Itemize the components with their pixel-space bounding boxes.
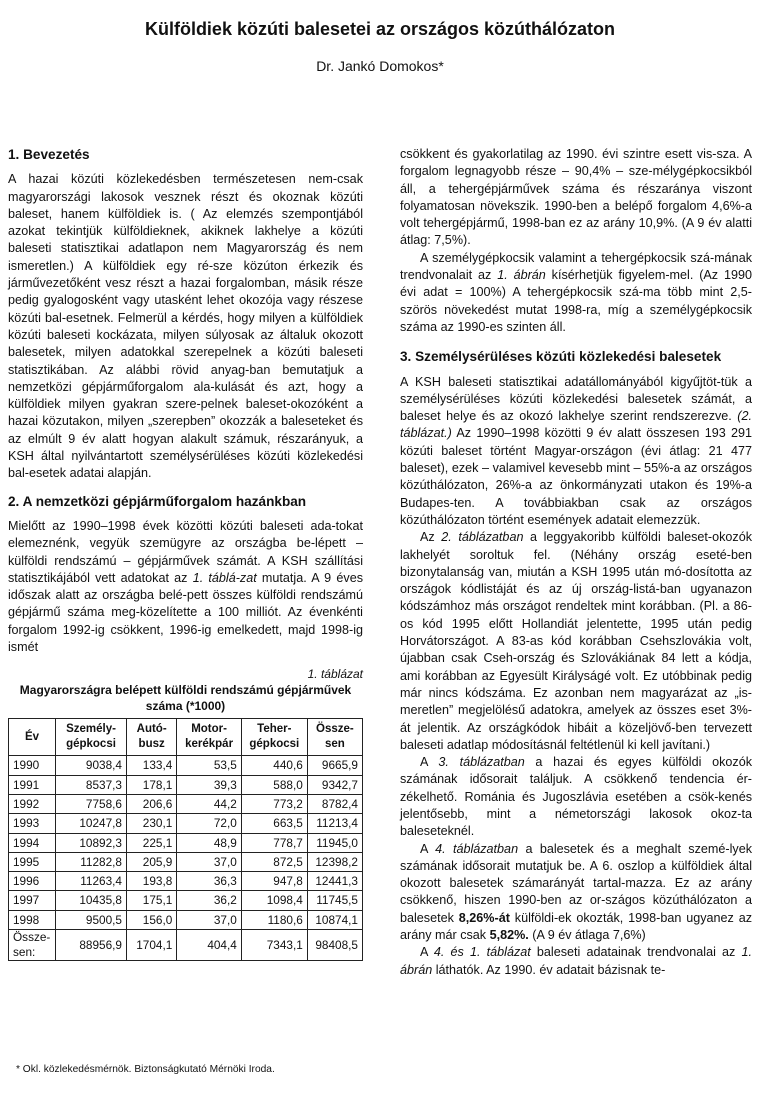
table-value-cell: 48,9 <box>177 833 242 852</box>
table-value-cell: 12398,2 <box>307 852 362 871</box>
table-row <box>9 833 363 852</box>
table-value-cell: 175,1 <box>127 891 177 910</box>
table-value-cell: 773,2 <box>241 794 307 813</box>
table-year-cell: 1993 <box>9 814 56 833</box>
table-header-row <box>9 719 363 756</box>
page-title: Külföldiek közúti balesetei az országos közúthálózaton <box>144 19 616 39</box>
right-column <box>400 146 752 979</box>
paragraph-table4: A 4. táblázatban a balesetek és a meghalt szemé-lyek számának idősorait mutatjuk be. A 6. oszlop a külföldiek által okozott balesetek számarányát tartal-mazza. Ez az arány csökkenő, hiszen 1990-ben az or-szágos közúthálózaton a balesetek 8,26%-át külföldi-ek okozták, 1998-ban ugyanez az arány már csak 5,82%. (A 9 év átlaga 7,6%) <box>400 841 752 943</box>
table-row <box>9 852 363 871</box>
table-year-cell: 1996 <box>9 872 56 891</box>
table-row <box>9 756 363 775</box>
table-value-cell: 193,8 <box>127 872 177 891</box>
table-value-cell: 178,1 <box>127 775 177 794</box>
table-value-cell: 205,9 <box>127 852 177 871</box>
left-column <box>8 146 363 961</box>
table-header-cell: Teher-gépkocsi <box>241 719 307 756</box>
table-year-cell: 1998 <box>9 910 56 929</box>
section-heading-injury-accidents: 3. Személysérüléses közúti közlekedési balesetek <box>400 349 722 365</box>
table-value-cell: 10435,8 <box>56 891 127 910</box>
table-value-cell: 663,5 <box>241 814 307 833</box>
table-value-cell: 9500,5 <box>56 910 127 929</box>
table-value-cell: 37,0 <box>177 852 242 871</box>
table-value-cell: 44,2 <box>177 794 242 813</box>
table-value-cell: 11263,4 <box>56 872 127 891</box>
table-value-cell: 11945,0 <box>307 833 362 852</box>
table-value-cell: 8782,4 <box>307 794 362 813</box>
table-value-cell: 440,6 <box>241 756 307 775</box>
paragraph-ksh-data: A KSH baleseti statisztikai adatállományából kigyűjtöt-tük a személysérüléses közúti közlekedési balesetek számát, a baleset helye és az okozó lakhelye szerint rendszerezve. (2. táblázat.) Az 1990–1998 közötti 9 év alatt összesen 193 291 közúti baleset történt Magyar-országon (évi átlag: 21 477 baleset), ezek – valamivel kevesebb mint – 55%-a az országos közúthálózaton, 26%-a az önkormányzati utakon és 19%-a Budapes-ten. A továbbiakban csak az országos közúthálózaton történt események adatait elemezzük. <box>400 374 752 527</box>
table-value-cell: 230,1 <box>127 814 177 833</box>
table-header-cell: Autó-busz <box>127 719 177 756</box>
table-header-cell: Év <box>9 719 56 756</box>
table-value-cell: 12441,3 <box>307 872 362 891</box>
table-total-label: Össze-sen: <box>9 929 56 960</box>
table-row <box>9 891 363 910</box>
table-value-cell: 872,5 <box>241 852 307 871</box>
table-row <box>9 775 363 794</box>
table-value-cell: 1098,4 <box>241 891 307 910</box>
table-year-cell: 1992 <box>9 794 56 813</box>
table-value-cell: 36,2 <box>177 891 242 910</box>
table-row <box>9 872 363 891</box>
table-value-cell: 9342,7 <box>307 775 362 794</box>
table-number-label: 1. táblázat <box>307 667 363 682</box>
table-value-cell: 133,4 <box>127 756 177 775</box>
table-value-cell: 7758,6 <box>56 794 127 813</box>
table-value-cell: 39,3 <box>177 775 242 794</box>
table-total-cell: 1704,1 <box>127 929 177 960</box>
table-row <box>9 814 363 833</box>
table-total-cell: 7343,1 <box>241 929 307 960</box>
table-value-cell: 206,6 <box>127 794 177 813</box>
paragraph-introduction: A hazai közúti közlekedésben természetesen nem-csak magyarországi lakosok vesznek részt és okoznak közúti baleset, hanem külföldiek is. ( Az elemzés szempontjából azokat tekintjük külföldieknek, akiknek lakhelye a közúti baleseti statisztikai adatlapon nem Magyarország és nem ismeretlen.) A külföldiek egy ré-sze közúton érkezik és járművezetőként vesz részt a hazai forgalomban, másik része pedig gyalogosként vagy utasként lehet okozója vagy részese közúti bal-esetnek. Felmerül a kérdés, hogy milyen a külföldiek közúti baleseti kockázata, milyen súlyosak az általuk okozott balesetek, milyen adatokkal szerepelnek a közúti baleseti statisztikában. Az alábbi rövid anyag-ban bemutatjuk a nemzetközi gépjárműforgalom ala-kulását és azt, hogy a külföldiek milyen gyakran szere-pelnek baleset-okozóként a hazai közutakon, milyen „szerepben” okozzák a baleseteket és az elmúlt 9 év alatt hogyan alakult számuk, részarányuk, a KSH által nyilvántartott személysérüléses közúti közlekedési bal-esetek adatai alapján. <box>8 172 363 481</box>
table-row <box>9 794 363 813</box>
table-value-cell: 10874,1 <box>307 910 362 929</box>
footnote: * Okl. közlekedésmérnök. Biztonságkutató Mérnöki Iroda. <box>16 1064 275 1075</box>
paragraph-trendlines: A személygépkocsik valamint a tehergépkocsik szá-mának trendvonalait az 1. ábrán kísérhetjük figyelem-mel. (Az 1990 évi adat = 100%) A tehergépkocsik szá-ma több mint 2,5-szörös növekedést mutat 1998-ra, míg a személygépkocsik száma az 1990-es szinten áll. <box>400 250 752 334</box>
paragraph-international-traffic: Mielőtt az 1990–1998 évek közötti közúti baleseti ada-tokat elemeznénk, vegyük szemügyre az országba be-lépett – külföldi rendszámú – gépjárművek számát. A KSH szállítási statisztikájából vett adatokat az 1. táblá-zat mutatja. A 9 éves időszak alatt az országba belé-pett összes külföldi rendszámú gépjármű száma meg-közelítette a 100 milliót. Az évenkénti forgalom 1992-ig csökkent, 1996-ig emelkedett, majd 1998-ig ismét <box>8 518 363 655</box>
table-year-cell: 1997 <box>9 891 56 910</box>
table-year-cell: 1995 <box>9 852 56 871</box>
table-value-cell: 10247,8 <box>56 814 127 833</box>
table-value-cell: 36,3 <box>177 872 242 891</box>
table-year-cell: 1991 <box>9 775 56 794</box>
table-value-cell: 156,0 <box>127 910 177 929</box>
table-header-cell: Össze-sen <box>307 719 362 756</box>
section-heading-introduction: 1. Bevezetés <box>8 147 90 162</box>
table-value-cell: 11282,8 <box>56 852 127 871</box>
table-value-cell: 11745,5 <box>307 891 362 910</box>
table-value-cell: 947,8 <box>241 872 307 891</box>
table-value-cell: 778,7 <box>241 833 307 852</box>
table-header-cell: Személy-gépkocsi <box>56 719 127 756</box>
table-value-cell: 9038,4 <box>56 756 127 775</box>
vehicle-entry-table <box>8 718 363 961</box>
paragraph-continued: csökkent és gyakorlatilag az 1990. évi szintre esett vis-sza. A forgalom legnagyobb része – 90,4% – sze-mélygépkocsikból áll, a tehergépjárművek száma és részaránya viszont folyamatosan növekszik. 1990-ben a belépő forgalom 4,6%-a volt tehergépjármű, 1998-ban ez az arány 10,9%. (A 9 év alatti átlag: 7,5%). <box>400 147 752 248</box>
table-year-cell: 1990 <box>9 756 56 775</box>
table-caption: Magyarországra belépett külföldi rendszámú gépjárművek száma (*1000) <box>19 683 352 714</box>
table-value-cell: 8537,3 <box>56 775 127 794</box>
table-value-cell: 1180,6 <box>241 910 307 929</box>
table-header-cell: Motor-kerékpár <box>177 719 242 756</box>
author-line: Dr. Jankó Domokos* <box>316 58 444 74</box>
table-value-cell: 72,0 <box>177 814 242 833</box>
table-value-cell: 11213,4 <box>307 814 362 833</box>
table-value-cell: 37,0 <box>177 910 242 929</box>
table-value-cell: 225,1 <box>127 833 177 852</box>
table-total-cell: 88956,9 <box>56 929 127 960</box>
table-value-cell: 53,5 <box>177 756 242 775</box>
table-total-cell: 404,4 <box>177 929 242 960</box>
table-total-row <box>9 929 363 960</box>
table-year-cell: 1994 <box>9 833 56 852</box>
table-value-cell: 588,0 <box>241 775 307 794</box>
table-row <box>9 910 363 929</box>
paragraph-table3: A 3. táblázatban a hazai és egyes külföldi okozók számának idősorait találjuk. A csökkenő tendencia ér-zékelhető. Románia és Jugoszlávia esetében a csök-kenés jelentősebb, mint a németországi lakosok okoz-ta baleseteknél. <box>400 755 752 839</box>
table-value-cell: 10892,3 <box>56 833 127 852</box>
section-heading-international-traffic: 2. A nemzetközi gépjárműforgalom hazánkban <box>8 493 307 509</box>
table-value-cell: 9665,9 <box>307 756 362 775</box>
table-total-cell: 98408,5 <box>307 929 362 960</box>
paragraph-table2: Az 2. táblázatban a leggyakoribb külföldi baleset-okozók lakhelyét soroltuk fel. (Néhány ország eseté-ben bizonytalanság van, miután a KSH 1995 után mó-dosította az országok kódlistáját és az új ország-listá-ban ugyanazon kódszámhoz más országot rendeltek mint korábban. (Pl. a 86-os kód 1995 előtt Hollandiát jelentette, 1995 után pedig Horvátországot. A 83-as kód korábban Csehszlovákia volt, újabban csak Cseh-ország és Szlovákiának 84 lett a kódja, ami korábban az Egyesült Királyságé volt. Ez utóbbinak pedig már nincs kódszáma. Ez azonban nem magyarázat az „is-meretlen” megjelölésű adatokra, amelyek az összes eset 3%-át jelentik. Az országkódok hibáit a közeljövő-ben tervezett baleseti adatlap módosításnál feltétlenül ki kell javítani.) <box>400 530 753 752</box>
paragraph-trend-figure: A 4. és 1. táblázat baleseti adatainak trendvonalai az 1. ábrán láthatók. Az 1990. év adatait bázisnak te- <box>400 945 752 977</box>
